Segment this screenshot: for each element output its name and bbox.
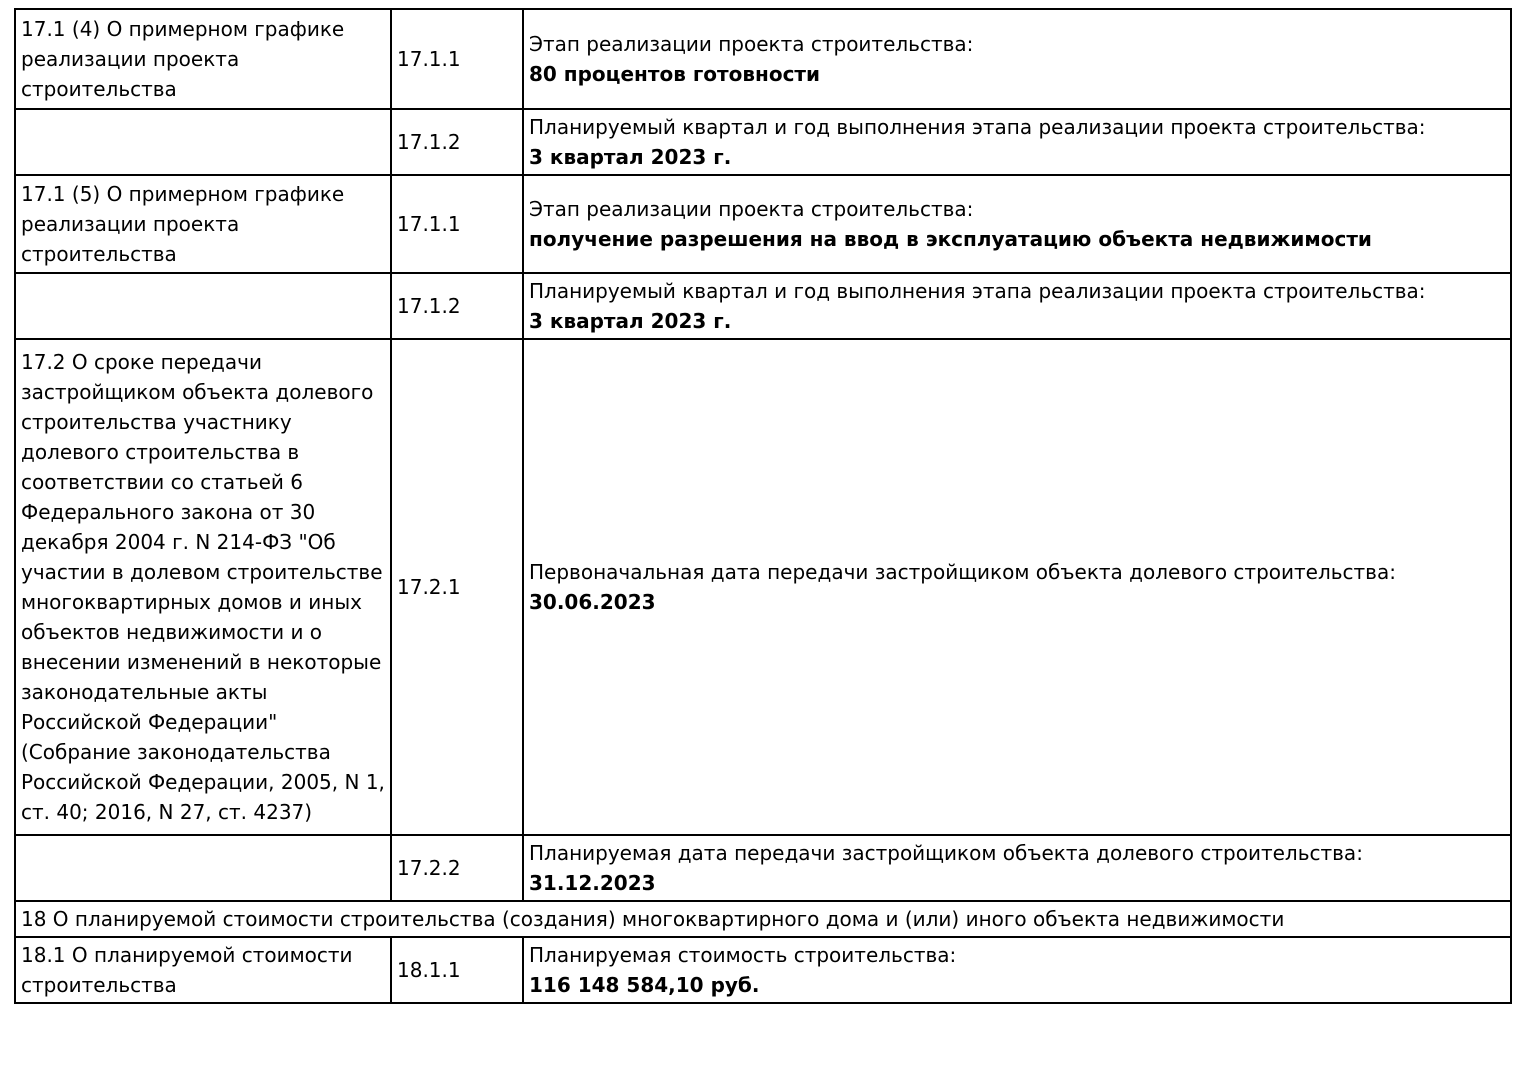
table-row xyxy=(15,9,1511,109)
table-row xyxy=(15,339,1511,835)
table-row xyxy=(15,937,1511,1003)
item-number-cell: 17.1.1 xyxy=(391,175,523,273)
section-header-row xyxy=(15,901,1511,937)
content-cell xyxy=(523,339,1511,835)
table-row xyxy=(15,835,1511,901)
section-title-cell: 17.2 О сроке передачи застройщиком объекта долевого строительства участнику долевого строительства в соответствии со статьей 6 Федерального закона от 30 декабря 2004 г. N 214-ФЗ "Об участии в долевом строительстве многоквартирных домов и иных объектов недвижимости и о внесении изменений в некоторые законодательные акты Российской Федерации" (Собрание законодательства Российской Федерации, 2005, N 1, ст. 40; 2016, N 27, ст. 4237) xyxy=(15,339,391,835)
content-cell xyxy=(523,273,1511,339)
field-value: 80 процентов готовности xyxy=(529,62,821,86)
section-title-cell: 18.1 О планируемой стоимости строительства xyxy=(15,937,391,1003)
field-value: 30.06.2023 xyxy=(529,590,656,614)
field-label: Этап реализации проекта строительства: xyxy=(529,32,974,56)
field-label: Планируемая стоимость строительства: xyxy=(529,943,957,967)
field-value: получение разрешения на ввод в эксплуатацию объекта недвижимости xyxy=(529,227,1372,251)
item-number-cell: 17.1.2 xyxy=(391,109,523,175)
content-cell xyxy=(523,175,1511,273)
table-row xyxy=(15,273,1511,339)
field-label: Первоначальная дата передачи застройщиком объекта долевого строительства: xyxy=(529,560,1396,584)
section-title-cell: 17.1 (4) О примерном графике реализации проекта строительства xyxy=(15,9,391,109)
field-value: 31.12.2023 xyxy=(529,871,656,895)
section-title-cell xyxy=(15,109,391,175)
item-number-cell: 18.1.1 xyxy=(391,937,523,1003)
item-number-cell: 17.1.1 xyxy=(391,9,523,109)
section-header-cell: 18 О планируемой стоимости строительства (создания) многоквартирного дома и (или) иного объекта недвижимости xyxy=(15,901,1511,937)
field-label: Планируемая дата передачи застройщиком объекта долевого строительства: xyxy=(529,841,1363,865)
item-number-cell: 17.1.2 xyxy=(391,273,523,339)
field-value: 116 148 584,10 руб. xyxy=(529,973,760,997)
table-row xyxy=(15,175,1511,273)
content-cell xyxy=(523,9,1511,109)
section-title-cell xyxy=(15,273,391,339)
section-title-cell: 17.1 (5) О примерном графике реализации проекта строительства xyxy=(15,175,391,273)
disclosure-table xyxy=(14,8,1512,1004)
content-cell xyxy=(523,937,1511,1003)
field-value: 3 квартал 2023 г. xyxy=(529,145,732,169)
field-value: 3 квартал 2023 г. xyxy=(529,309,732,333)
field-label: Планируемый квартал и год выполнения этапа реализации проекта строительства: xyxy=(529,115,1426,139)
item-number-cell: 17.2.2 xyxy=(391,835,523,901)
item-number-cell: 17.2.1 xyxy=(391,339,523,835)
table-row xyxy=(15,109,1511,175)
content-cell xyxy=(523,835,1511,901)
content-cell xyxy=(523,109,1511,175)
field-label: Этап реализации проекта строительства: xyxy=(529,197,974,221)
field-label: Планируемый квартал и год выполнения этапа реализации проекта строительства: xyxy=(529,279,1426,303)
section-title-cell xyxy=(15,835,391,901)
